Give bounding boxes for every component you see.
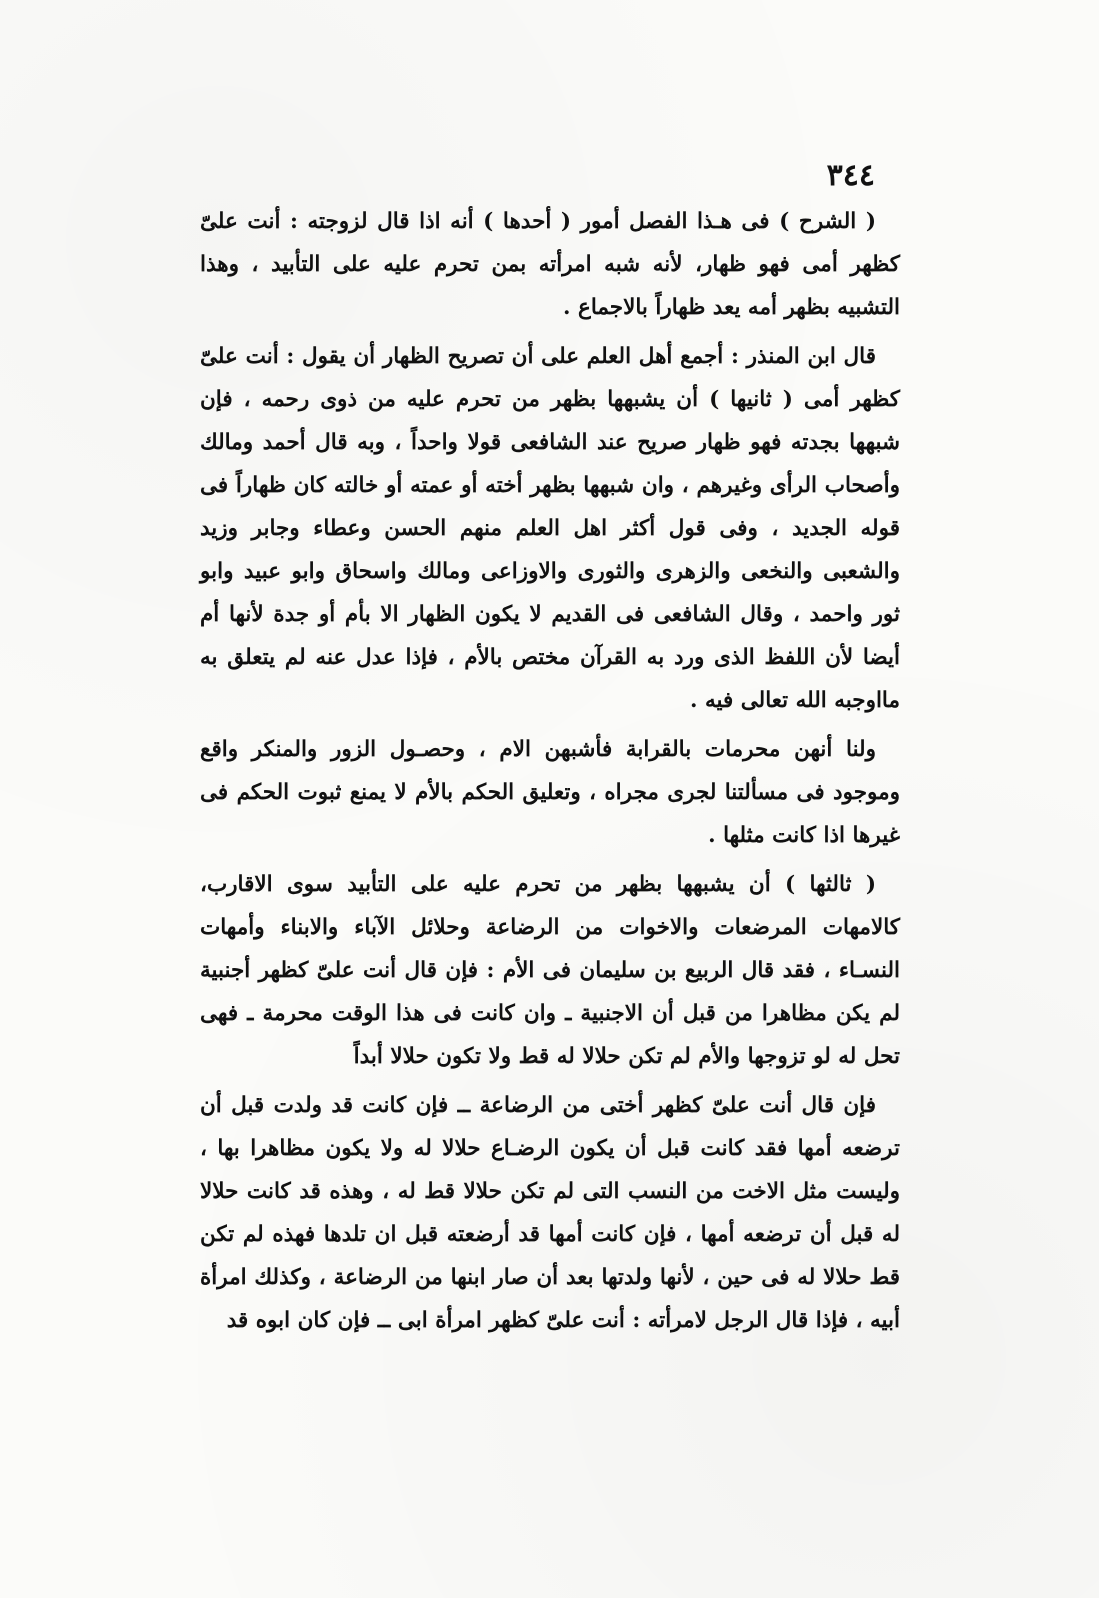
page-number: ٣٤٤: [826, 158, 875, 193]
paragraph-foster-sister: فإن قال أنت علىّ كظهر أختى من الرضاعة ــ فإن كانت قد ولدت قبل أن ترضعه أمها فقد كانت قبل أن يكون الرضـاع حلالا له ولا يكون مظاهرا بها ، وليست مثل الاخت من النسب التى لم تكن حلالا قط له ، وهذه قد كانت حلالا له قبل أن ترضعه أمها ، فإن كانت أمها قد أرضعته قبل ان تلدها فهذه لم تكن قط حلالا له فى حين ، لأنها ولدتها بعد أن صار ابنها من الرضاعة ، وكذلك امرأة أبيه ، فإذا قال الرجل لامرأته : أنت علىّ كظهر امرأة ابى ــ فإن كان ابوه قد: [200, 1093, 900, 1333]
paragraph-ibn-al-mundhir: قال ابن المنذر : أجمع أهل العلم على أن تصريح الظهار أن يقول : أنت علىّ كظهر أمى ( ثانيها ) أن يشبهها بظهر من تحرم عليه من ذوى رحمه ، فإن شبهها بجدته فهو ظهار صريح عند الشافعى قولا واحداً ، وبه قال أحمد ومالك وأصحاب الرأى وغيرهم ، وان شبهها بظهر أخته أو عمته أو خالته كان ظهاراً فى قوله الجديد ، وفى قول أكثر اهل العلم منهم الحسن وعطاء وجابر وزيد والشعبى والنخعى والزهرى والثورى والاوزاعى ومالك واسحاق وابو عبيد وابو ثور واحمد ، وقال الشافعى فى القديم لا يكون الظهار الا بأم أو جدة لأنها أم أيضا لأن اللفظ الذى ورد به القرآن مختص بالأم ، فإذا عدل عنه لم يتعلق به مااوجبه الله تعالى فيه .: [200, 344, 900, 713]
paragraph-third-case: ( ثالثها ) أن يشبهها بظهر من تحرم عليه على التأبيد سوى الاقارب، كالامهات المرضعات والاخوات من الرضاعة وحلائل الآباء والابناء وأمهات النسـاء ، فقد قال الربيع بن سليمان فى الأم : فإن قال أنت علىّ كظهر أجنبية لم يكن مظاهرا من قبل أن الاجنبية ـ وان كانت فى هذا الوقت محرمة ـ فهى تحل له لو تزوجها والأم لم تكن حلالا له قط ولا تكون حلالا أبداً: [200, 872, 900, 1069]
paragraph-commentary: ( الشرح ) فى هـذا الفصل أمور ( أحدها ) أنه اذا قال لزوجته : أنت علىّ كظهر أمى فهو ظهار، لأنه شبه امرأته بمن تحرم عليه على التأبيد ، وهذا التشبيه بظهر أمه يعد ظهاراً بالاجماع .: [200, 209, 900, 320]
body-text: [200, 200, 900, 1342]
paragraph-argument: ولنا أنهن محرمات بالقرابة فأشبهن الام ، وحصـول الزور والمنكر واقع وموجود فى مسألتنا لجرى مجراه ، وتعليق الحكم بالأم لا يمنع ثبوت الحكم فى غيرها اذا كانت مثلها .: [200, 737, 900, 848]
